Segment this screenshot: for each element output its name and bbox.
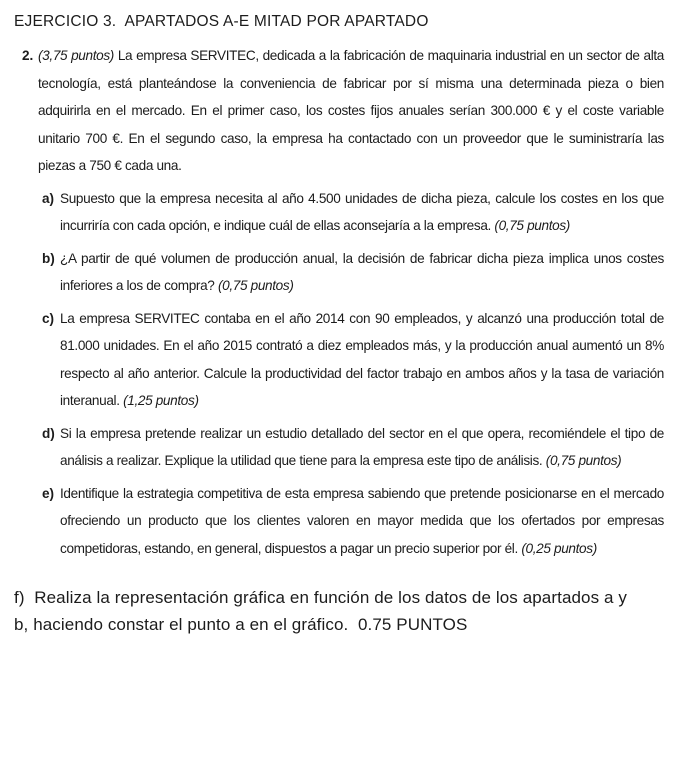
exercise-2-number: 2.: [22, 48, 34, 63]
page-title: EJERCICIO 3. APARTADOS A-E MITAD POR APARTADO: [14, 13, 429, 30]
sub-item-e-label: e): [42, 485, 55, 501]
sub-item-a-text: Supuesto que la empresa necesita al año 4.500 unidades de dicha pieza, calcule los costes en los que incurriría con cada opción, e indique cuál de ellas aconsejaría a la empresa.: [60, 190, 664, 233]
exercise-2: [22, 42, 664, 562]
sub-item-d-label: d): [42, 425, 55, 441]
sub-item-c-points: (1,25 puntos): [123, 393, 199, 408]
sub-item-c-text: La empresa SERVITEC contaba en el año 2014 con 90 empleados, y alcanzó una producción total de 81.000 unidades. En el año 2015 contrató a diez empleados más, y la producción anual aumentó un 8% respecto al año anterior. Calcule la productividad del factor trabajo en ambos años y la tasa de variación interanual.: [60, 310, 664, 408]
sub-item-c: [42, 305, 664, 415]
sub-item-b-text: ¿A partir de qué volumen de producción anual, la decisión de fabricar dicha pieza implica unos costes inferiores a los de compra?: [60, 250, 664, 293]
sub-item-e-points: (0,25 puntos): [521, 540, 597, 556]
sub-item-c-label: c): [42, 310, 55, 326]
sub-item-d: [42, 420, 664, 475]
item-f-text: f) Realiza la representación gráfica en función de los datos de los apartados a y b, haciendo constar el punto a en el gráfico. 0.75 PUNTOS: [14, 588, 632, 634]
sub-item-b: [42, 245, 664, 300]
sub-item-a: [42, 185, 664, 240]
exercise-2-intro: [22, 42, 664, 180]
sub-item-d-points: (0,75 puntos): [545, 453, 622, 468]
sub-item-b-points: (0,75 puntos): [217, 278, 294, 293]
sub-item-a-label: a): [42, 190, 55, 206]
sub-item-a-points: (0,75 puntos): [494, 218, 570, 233]
sub-item-e-text: Identifique la estrategia competitiva de esta empresa sabiendo que pretende posicionarse en el mercado ofreciendo un producto que los clientes valoren en mayor medida que los ofertados por empresas competidoras, estando, en general, dispuestos a pagar un precio superior por él.: [60, 485, 664, 556]
exercise-2-intro-text: La empresa SERVITEC, dedicada a la fabricación de maquinaria industrial en un sector de alta tecnología, está planteándose la conveniencia de fabricar por sí misma una determinada pieza o bien adquirirla en el mercado. En el primer caso, los costes fijos anuales serían 300.000 € y el coste variable unitario 700 €. En el segundo caso, la empresa ha contactado con un proveedor que le suministraría las piezas a 750 € cada una.: [38, 48, 665, 173]
exercise-2-points: (3,75 puntos): [38, 48, 118, 63]
sub-item-e: [42, 480, 664, 563]
sub-item-b-label: b): [42, 250, 55, 266]
sub-item-d-text: Si la empresa pretende realizar un estudio detallado del sector en el que opera, recomiéndele el tipo de análisis a realizar. Explique la utilidad que tiene para la empresa este tipo de análisis.: [60, 425, 664, 468]
